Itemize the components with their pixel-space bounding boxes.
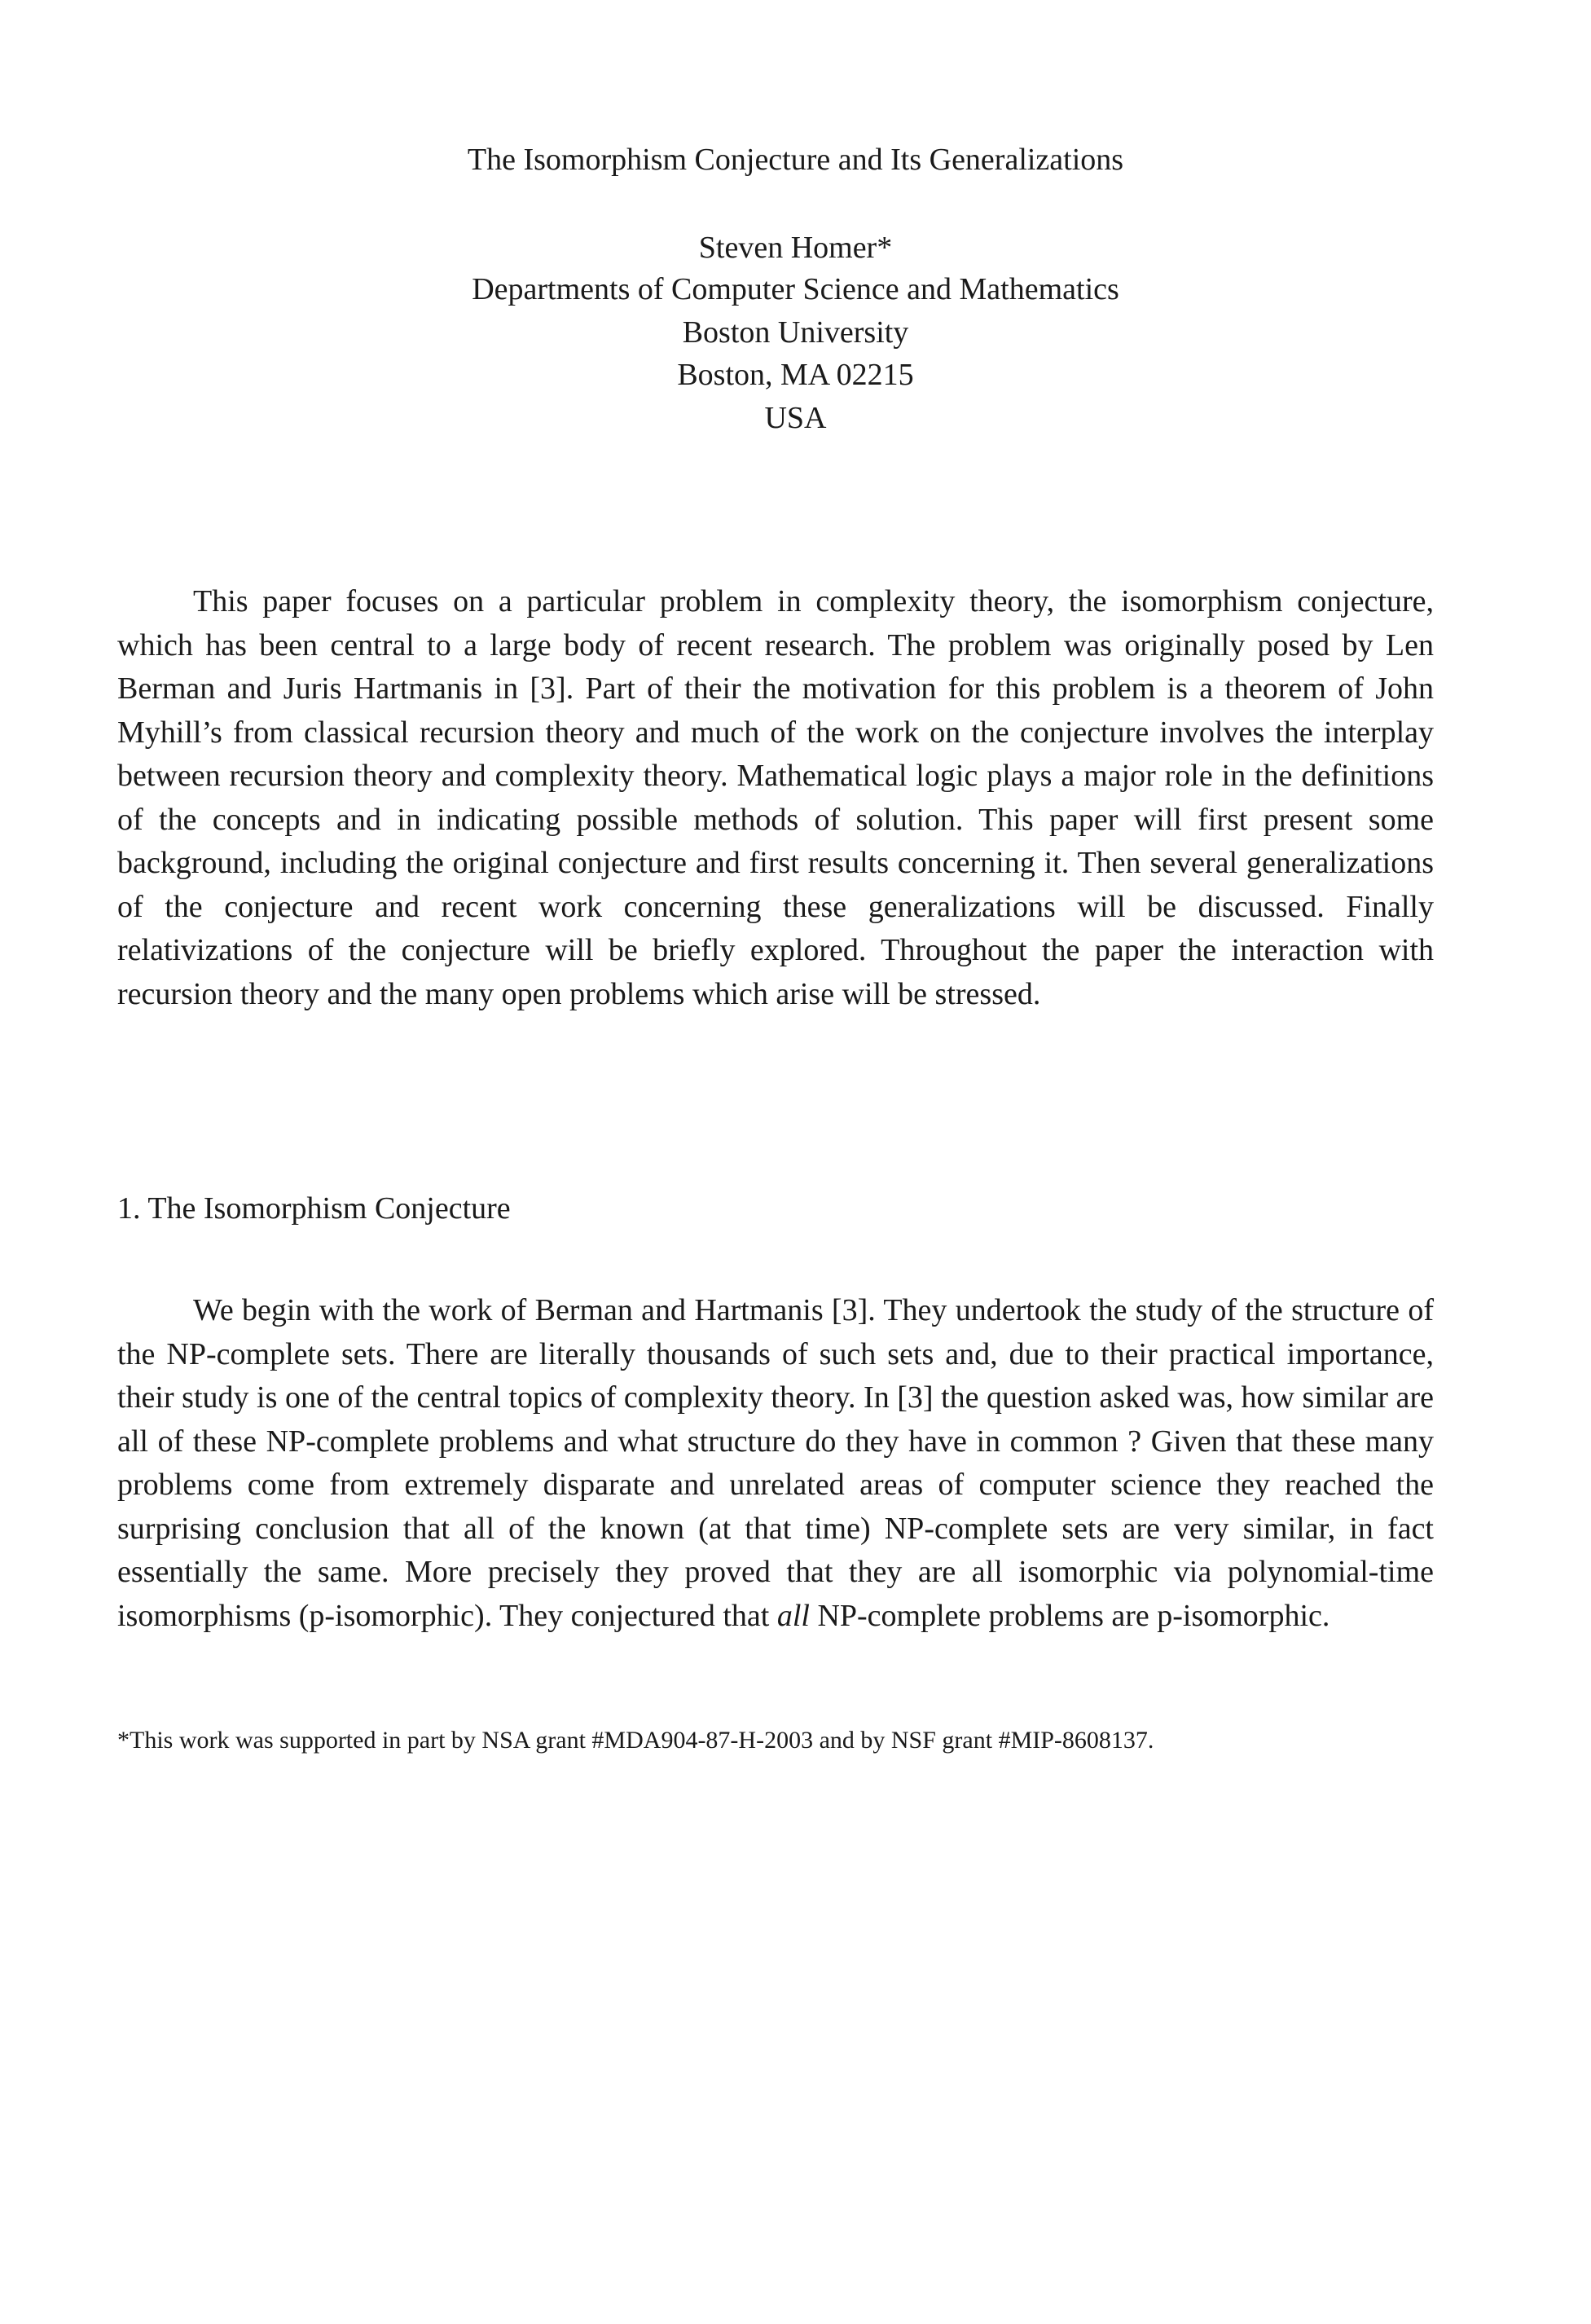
section-body-text: We begin with the work of Berman and Hartmanis [3]. They undertook the study of the structure of the NP-complete sets. There are literally thousands of such sets and, due to their practical importance, their study is one of the central topics of complexity theory. In [3] the question asked was, how similar are all of these NP-complete problems and what structure do they have in common ? Given that these many problems come from extremely disparate and unrelated areas of computer science they reached the surprising conclusion that all of the known (at that time) NP-complete sets are very similar, in fact essentially the same. More precisely they proved that they are all isomorphic via polynomial-time isomorphisms (p-isomorphic). They conjectured that xyxy=(117,1293,1434,1633)
author-name: Steven Homer* xyxy=(698,231,893,265)
author-university: Boston University xyxy=(682,315,909,350)
section-body-text-end: NP-complete problems are p-isomorphic. xyxy=(809,1598,1330,1633)
author-department: Departments of Computer Science and Mathematics xyxy=(472,272,1119,306)
abstract-paragraph: This paper focuses on a particular problem in complexity theory, the isomorphism conjecture, which has been central to a large body of recent research. The problem was originally posed by Len Berman and Juris Hartmanis in [3]. Part of their the motivation for this problem is a theorem of John Myhill’s from classical recursion theory and much of the work on the conjecture involves the interplay between recursion theory and complexity theory. Mathematical logic plays a major role in the definitions of the concepts and in indicating possible methods of solution. This paper will first present some background, including the original conjecture and first results concerning it. Then several generalizations of the conjecture and recent work concerning these generalizations will be discussed. Finally relativizations of the conjecture will be briefly explored. Throughout the paper the interaction with recursion theory and the many open problems which arise will be stressed. xyxy=(117,584,1434,1011)
author-country: USA xyxy=(764,401,827,435)
author-city: Boston, MA 02215 xyxy=(677,358,914,392)
paper-title: The Isomorphism Conjecture and Its Generalizations xyxy=(467,143,1124,177)
section-body-emphasis: all xyxy=(776,1598,810,1633)
footnote: *This work was supported in part by NSA grant #MDA904-87-H-2003 and by NSF grant #MIP-8608137. xyxy=(117,1727,1154,1754)
section-body-paragraph xyxy=(117,1289,1434,1638)
section-heading: 1. The Isomorphism Conjecture xyxy=(117,1191,511,1226)
